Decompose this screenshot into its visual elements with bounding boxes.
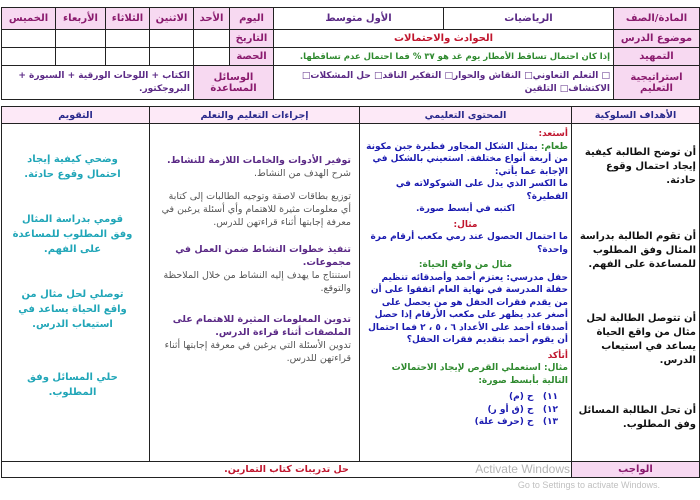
- food-label: طعام:: [540, 141, 568, 152]
- confirm-text: مثال: استعملي القرص لإيجاد الاحتمالات التالية بأبسط صورة:: [391, 363, 568, 386]
- day-label: اليوم: [230, 8, 274, 30]
- objective-item: أن تحل الطالبة المسائل وفق المطلوب.: [578, 405, 696, 430]
- procedure-title: توفير الأدوات والخامات اللازمة للنشاط.: [167, 155, 351, 166]
- procedure-text: تدوين الأسئلة التي يرغبن في معرفة إجابتها أثناء قراءتهن للدرس.: [164, 340, 351, 364]
- procedure-text: توزيع بطاقات لاصقة وتوجيه الطالبات إلى كتابة أي معلومات مثيرة للاهتمام وأي أسئلة يرغبن في معرفة إجابتها أثناء قراءتهن للدرس.: [161, 191, 351, 228]
- example-text: ما احتمال الحصول عند رمي مكعب أرقام مرة واحدة؟: [370, 232, 568, 255]
- procedure-block: [156, 154, 351, 180]
- real-life-label: مثال من واقع الحياة:: [418, 260, 513, 270]
- content-cell: [360, 124, 572, 462]
- item-number: ١٢): [542, 404, 558, 415]
- procedures-cell: [150, 124, 360, 462]
- activate-windows-watermark: Activate Windows: [475, 462, 570, 476]
- day-sunday: الأحد: [194, 8, 230, 30]
- col-objectives-header: الأهداف السلوكية: [572, 107, 700, 124]
- evaluation-item: وضحي كيفية إيجاد احتمال وقوع حادثة.: [24, 154, 121, 180]
- objectives-cell: [572, 124, 700, 462]
- day-tuesday: الثلاثاء: [106, 8, 150, 30]
- procedure-title: تدوين المعلومات المثيرة للاهتمام على الملصقات أثناء قراءة الدرس.: [172, 314, 351, 338]
- prepare-label: أستعد:: [538, 129, 568, 139]
- subject-class-label: المادة/الصف: [614, 8, 700, 30]
- lesson-body-table: [1, 106, 700, 478]
- procedure-block: [156, 313, 351, 365]
- procedure-block: [156, 243, 351, 295]
- lesson-info-table: [1, 7, 700, 100]
- confirm-items: [363, 391, 568, 429]
- evaluation-cell: [2, 124, 150, 462]
- activate-windows-subtitle: Go to Settings to activate Windows.: [517, 480, 660, 490]
- objective-item: أن توضح الطالبة كيفية إيجاد احتمال وقوع حادثة.: [584, 147, 696, 186]
- list-item: [363, 404, 568, 417]
- food-paragraph: [363, 141, 568, 179]
- list-item: [363, 391, 568, 404]
- food-text: يمثل الشكل المجاور فطيرة جبن مكونة من أربعة أنواع مختلفة. استعيني بالشكل في الإجابة عما يأتي:: [366, 141, 568, 177]
- lesson-topic-value: الحوادث والاحتمالات: [274, 30, 614, 48]
- item-number: ١١): [542, 392, 558, 402]
- question-text: ما الكسر الذي يدل على الشوكولاته في الفطيرة؟: [395, 179, 568, 202]
- procedure-text: شرح الهدف من النشاط.: [253, 168, 351, 179]
- day-thursday: الخميس: [2, 8, 56, 30]
- procedure-title: تنفيذ خطوات النشاط ضمن العمل في مجموعات.: [175, 244, 351, 268]
- procedure-text: استنتاج ما يهدف إليه النشاط من خلال الملاحظة والتوقع.: [163, 270, 351, 294]
- item-text: ح (م): [509, 392, 534, 402]
- day-wednesday: الأربعاء: [56, 8, 106, 30]
- item-number: ١٣): [542, 417, 558, 427]
- subject-value: الرياضيات: [444, 8, 614, 30]
- example-label: مثال:: [453, 219, 478, 230]
- homework-text: حل تدريبات كتاب التمارين.: [2, 462, 572, 478]
- strategy-label: استراتيجية التعليم: [614, 66, 700, 100]
- item-text: ح (حرف علة): [474, 417, 534, 427]
- procedure-block: [156, 190, 351, 229]
- item-text: ح (ق أو ر): [487, 404, 534, 415]
- period-label: الحصة: [230, 48, 274, 66]
- objective-item: أن تتوصل الطالبة لحل مثال من واقع الحياة يساعد في استيعاب الدرس.: [586, 313, 696, 366]
- lesson-topic-label: موضوع الدرس: [614, 30, 700, 48]
- confirm-label: أتأكد: [547, 350, 568, 361]
- col-content-header: المحتوى التعليمي: [360, 107, 572, 124]
- question-note: اكتبه في أبسط صورة.: [415, 204, 516, 214]
- aids-text: الكتاب + اللوحات الورقية + السبورة + البروجكتور.: [2, 66, 194, 100]
- day-monday: الاثنين: [150, 8, 194, 30]
- intro-label: التمهيد: [614, 48, 700, 66]
- intro-text: إذا كان احتمال تساقط الأمطار يوم غد هو ٣٧ % فما احتمال عدم تساقطها.: [274, 48, 614, 66]
- col-procedures-header: إجراءات التعليم والتعلم: [150, 107, 360, 124]
- list-item: [363, 416, 568, 429]
- real-life-text: حفل مدرسي: يعتزم أحمد وأصدقائه تنظيم حفلة المدرسة في نهاية العام اتفقوا على أن من يقدم فقرات الحفل هو من يحصل على أصغر عدد يظهر على مكعب الأرقام إذا حصل أصدقاء أحمد على الأعداد ٦ ، ٥ ، ٢ فما احتمال أن يقوم أحمد بتقديم فقرات الحفل؟: [368, 272, 568, 345]
- evaluation-item: حلي المسائل وفق المطلوب.: [27, 372, 118, 398]
- strategy-text: □ التعلم التعاوني□ النقاش والحوار□ التفكير الناقد□ حل المشكلات□ الاكتشاف□ التلقين: [274, 66, 614, 100]
- evaluation-item: قومي بدراسة المثال وفق المطلوب للمساعدة على الفهم.: [12, 214, 133, 255]
- objective-item: أن تقوم الطالبة بدراسة المثال وفق المطلوب للمساعدة على الفهم.: [579, 231, 696, 270]
- date-label: التاريخ: [230, 30, 274, 48]
- grade-value: الأول متوسط: [274, 8, 444, 30]
- aids-label: الوسائل المساعدة: [194, 66, 274, 100]
- evaluation-item: توصلي لحل مثال من واقع الحياة يساعد في استيعاب الدرس.: [18, 289, 127, 330]
- col-evaluation-header: التقويم: [2, 107, 150, 124]
- homework-label: الواجب: [572, 462, 700, 478]
